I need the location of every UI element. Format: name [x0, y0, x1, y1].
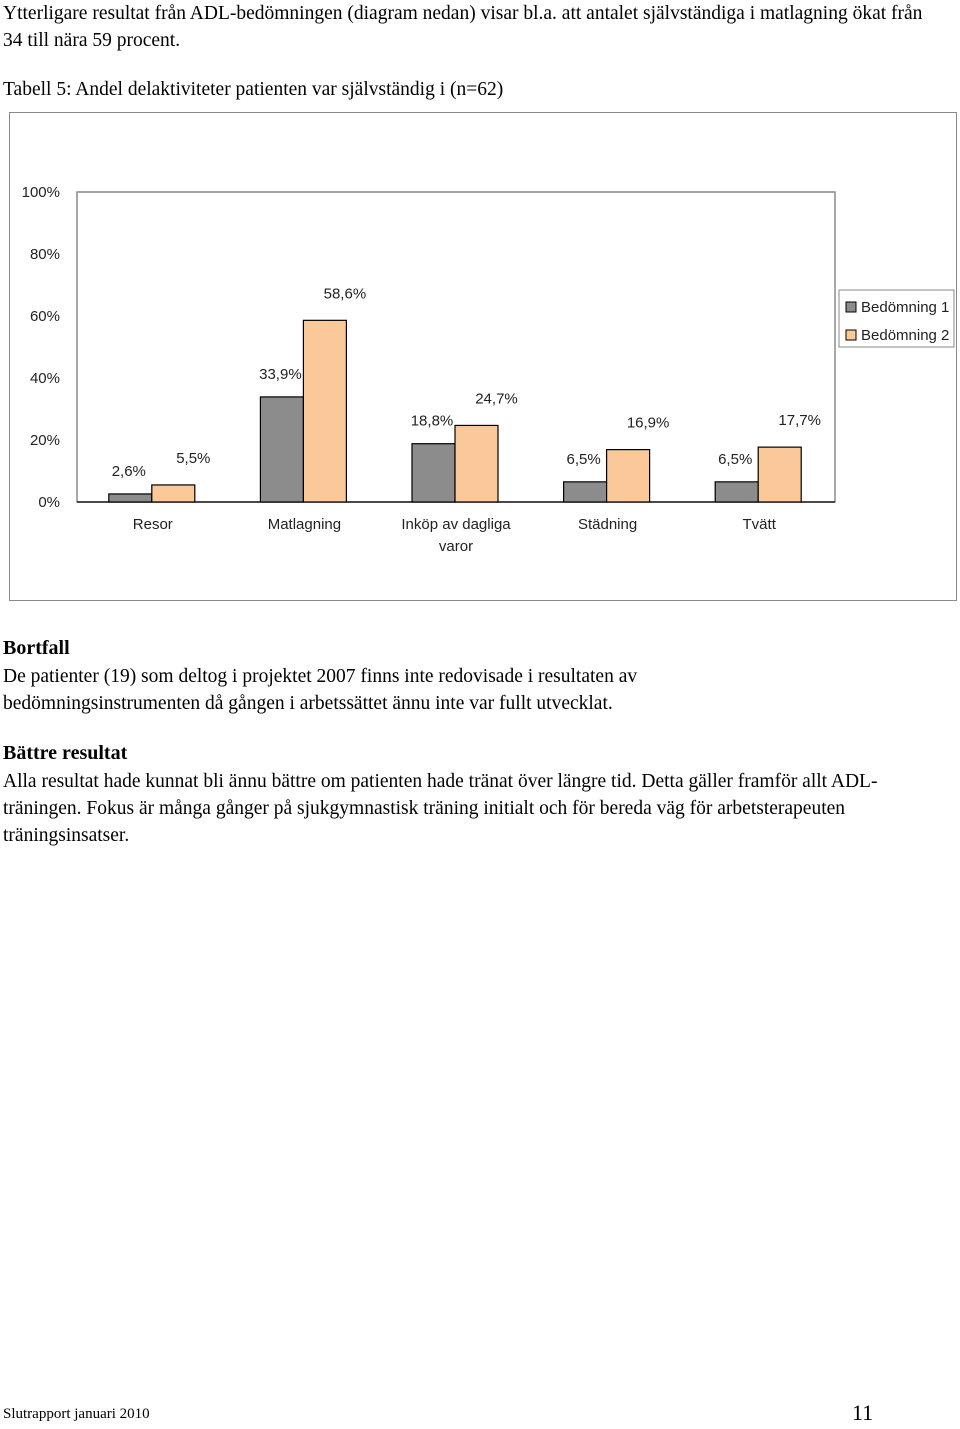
- y-tick-label: 0%: [38, 494, 60, 511]
- legend-label: Bedömning 1: [861, 299, 950, 316]
- bar-2: [303, 320, 346, 502]
- data-label: 17,7%: [778, 412, 821, 430]
- legend-swatch: [846, 330, 856, 340]
- bar-2: [607, 450, 650, 502]
- bar-1: [715, 482, 758, 502]
- legend-swatch: [846, 302, 856, 312]
- bar-2: [758, 447, 801, 502]
- legend-label: Bedömning 2: [861, 327, 950, 344]
- x-tick-label: varor: [438, 538, 474, 555]
- x-tick-label: Städning: [577, 516, 638, 533]
- bar-1: [260, 397, 303, 502]
- data-label: 5,5%: [176, 449, 211, 467]
- data-label: 2,6%: [111, 462, 146, 480]
- chart-frame: [9, 112, 957, 601]
- bar-1: [412, 444, 455, 502]
- section-text-battre-resultat: Alla resultat hade kunnat bli ännu bättre om patienten hade tränat över längre tid. Detta gäller framför allt ADL-träningen. Fokus är många gånger på sjukgymnastisk träning initialt och för bereda väg för arbetsterapeuten träningsinsatser.: [3, 771, 878, 846]
- data-label: 18,8%: [410, 412, 454, 430]
- data-label: 6,5%: [566, 450, 601, 468]
- section-text-bortfall: De patienter (19) som deltog i projektet 2007 finns inte redovisade i resultaten av bedömningsinstrumenten då gången i arbetssättet ännu inte var fullt utvecklat.: [3, 666, 638, 714]
- y-tick-label: 20%: [29, 432, 60, 449]
- bar-chart: [10, 113, 956, 600]
- data-label: 16,9%: [626, 414, 670, 432]
- bar-1: [564, 482, 607, 502]
- intro-paragraph: Ytterligare resultat från ADL-bedömningen (diagram nedan) visar bl.a. att antalet självständiga i matlagning ökat från 34 till nära 59 procent.: [3, 3, 923, 51]
- footer-report-title: Slutrapport januari 2010: [3, 1406, 150, 1422]
- data-label: 58,6%: [323, 285, 367, 303]
- section-heading-battre-resultat: Bättre resultat: [3, 742, 128, 764]
- x-tick-label: Resor: [132, 516, 173, 533]
- data-label: 33,9%: [259, 365, 302, 383]
- y-tick-label: 60%: [29, 308, 60, 325]
- x-tick-label: Inköp av dagliga: [401, 516, 511, 533]
- section-heading-bortfall: Bortfall: [3, 637, 70, 659]
- y-tick-label: 40%: [29, 370, 60, 387]
- y-tick-label: 100%: [21, 184, 60, 201]
- data-label: 24,7%: [475, 390, 518, 408]
- data-label: 6,5%: [718, 450, 753, 468]
- bar-2: [455, 425, 498, 502]
- y-tick-label: 80%: [29, 246, 60, 263]
- bar-1: [109, 494, 152, 502]
- x-tick-label: Tvätt: [742, 516, 776, 533]
- bar-2: [152, 485, 195, 502]
- x-tick-label: Matlagning: [267, 516, 342, 533]
- table-caption: Tabell 5: Andel delaktiviteter patienten var självständig i (n=62): [3, 79, 504, 100]
- footer-page-number: 11: [852, 1400, 874, 1425]
